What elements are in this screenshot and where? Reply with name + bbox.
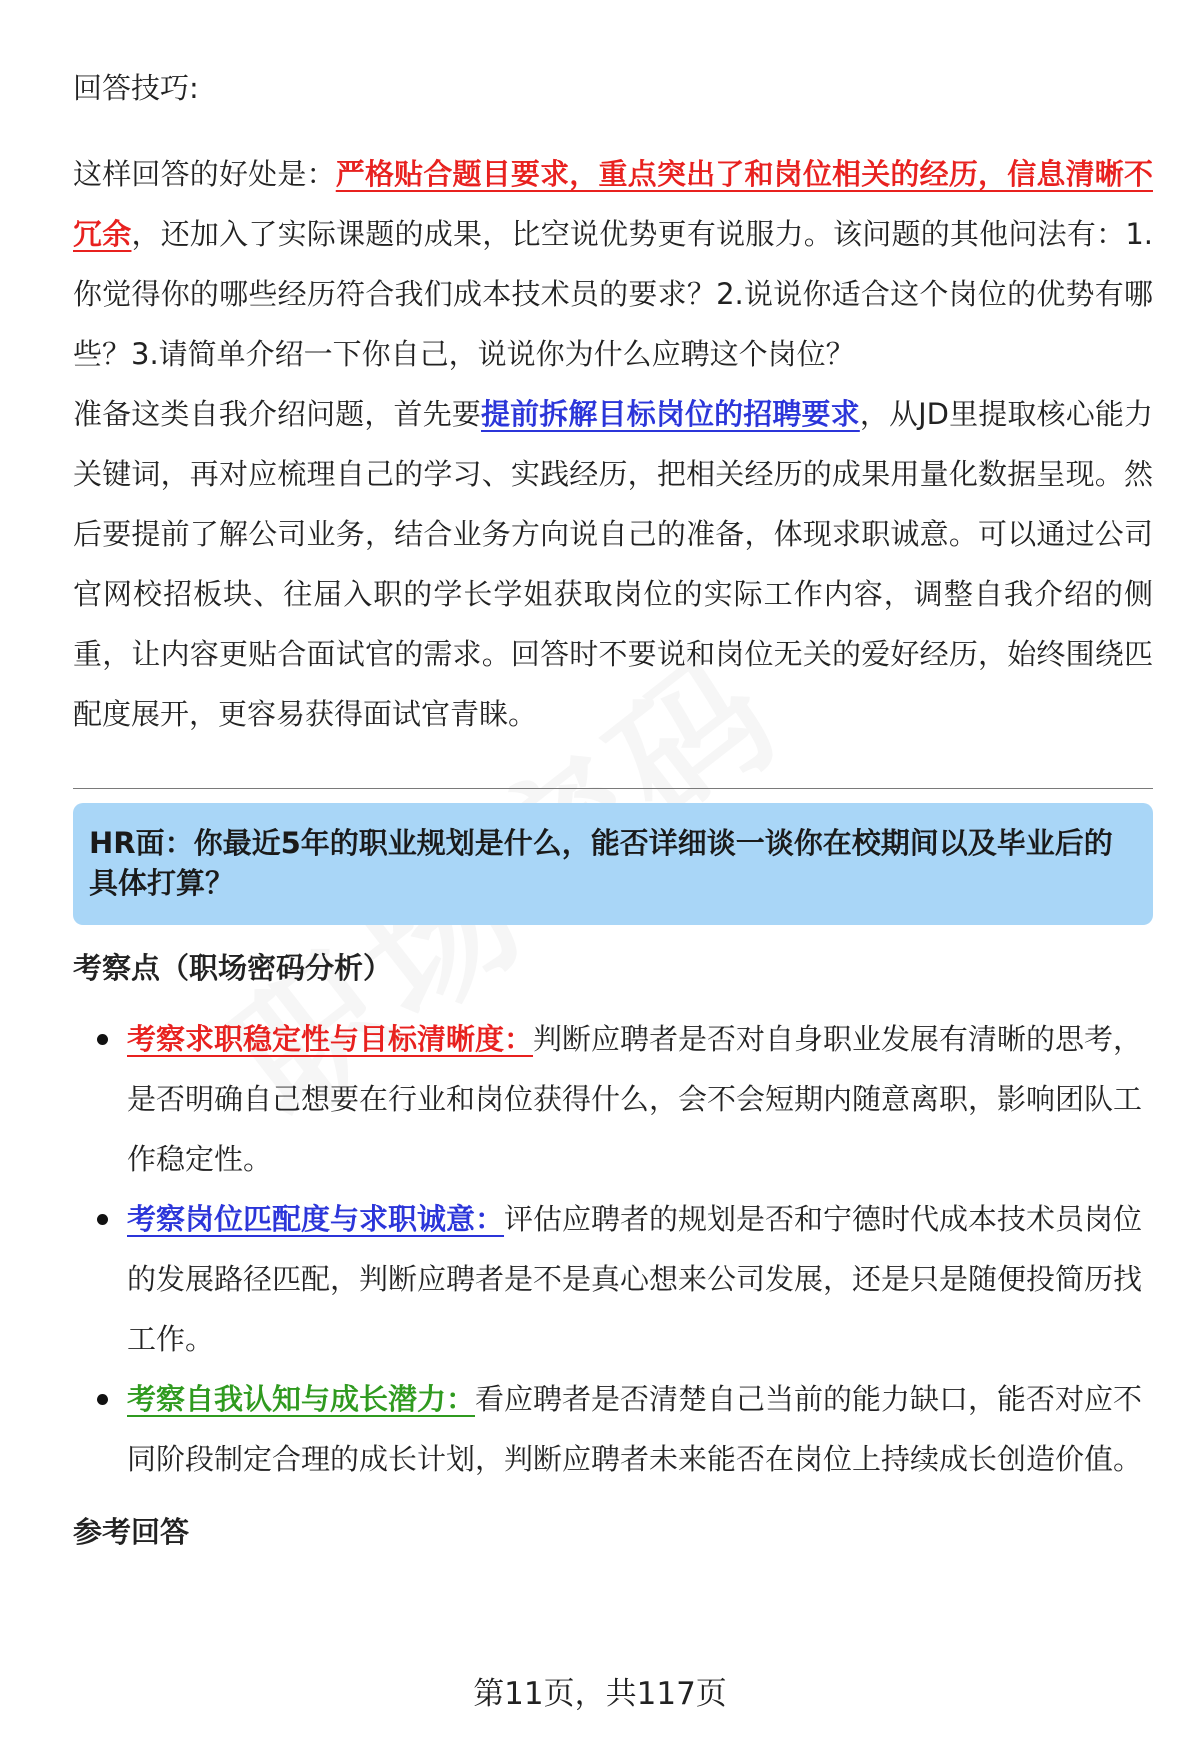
preparation-rest: ，从JD里提取核心能力关键词，再对应梳理自己的学习、实践经历，把相关经历的成果用量化数据呈现。然后要提前了解公司业务，结合业务方向说自己的准备，体现求职诚意。可以通过公司官网校招板块、往届入职的学长学姐获取岗位的实际工作内容，调整自我介绍的侧重，让内容更贴合面试官的需求。回答时不要说和岗位无关的爱好经历，始终围绕匹配度展开，更容易获得面试官青睐。 <box>73 397 1153 731</box>
bullet-dot <box>97 1034 108 1045</box>
benefits-rest: ，还加入了实际课题的成果，比空说优势更有说服力。该问题的其他问法有：1.你觉得你的哪些经历符合我们成本技术员的要求？2.说说你适合这个岗位的优势有哪些？3.请简单介绍一下你自己，说说你为什么应聘这个岗位？ <box>73 217 1153 371</box>
page-content <box>73 58 1153 1553</box>
bullet-dot <box>97 1394 108 1405</box>
answer-benefits-paragraph <box>73 144 1153 384</box>
bullet-dot <box>97 1214 108 1225</box>
analysis-item-title: 考察自我认知与成长潜力： <box>127 1382 476 1416</box>
preparation-lead: 准备这类自我介绍问题，首先要 <box>73 397 481 431</box>
preparation-paragraph <box>73 384 1153 744</box>
analysis-item-stability <box>73 1009 1153 1189</box>
page-number: 第11页，共117页 <box>473 1676 727 1712</box>
analysis-item-fit <box>73 1189 1153 1369</box>
tips-label: 回答技巧: <box>73 71 199 105</box>
analysis-item-text: 看应聘者是否清楚自己当前的能力缺口，能否对应不同阶段制定合理的成长计划，判断应聘者未来能否在岗位上持续成长创造价值。 <box>127 1382 1143 1476</box>
analysis-item-text: 判断应聘者是否对自身职业发展有清晰的思考，是否明确自己想要在行业和岗位获得什么，会不会短期内随意离职，影响团队工作稳定性。 <box>127 1022 1143 1176</box>
section-divider <box>73 788 1153 789</box>
analysis-item-growth <box>73 1369 1153 1489</box>
benefits-highlight: 严格贴合题目要求，重点突出了和岗位相关的经历，信息清晰不冗余 <box>73 157 1153 251</box>
hr-question-box: HR面：你最近5年的职业规划是什么，能否详细谈一谈你在校期间以及毕业后的具体打算？ <box>73 803 1153 925</box>
analysis-item-text: 评估应聘者的规划是否和宁德时代成本技术员岗位的发展路径匹配，判断应聘者是不是真心想来公司发展，还是只是随便投简历找工作。 <box>127 1202 1143 1356</box>
analysis-heading: 考察点（职场密码分析） <box>73 951 393 985</box>
benefits-lead: 这样回答的好处是： <box>73 157 336 191</box>
analysis-item-title: 考察岗位匹配度与求职诚意： <box>127 1202 505 1236</box>
analysis-list <box>73 1009 1153 1489</box>
reference-answer-heading: 参考回答 <box>73 1515 190 1549</box>
analysis-item-title: 考察求职稳定性与目标清晰度： <box>127 1022 534 1056</box>
preparation-highlight: 提前拆解目标岗位的招聘要求 <box>480 397 860 431</box>
